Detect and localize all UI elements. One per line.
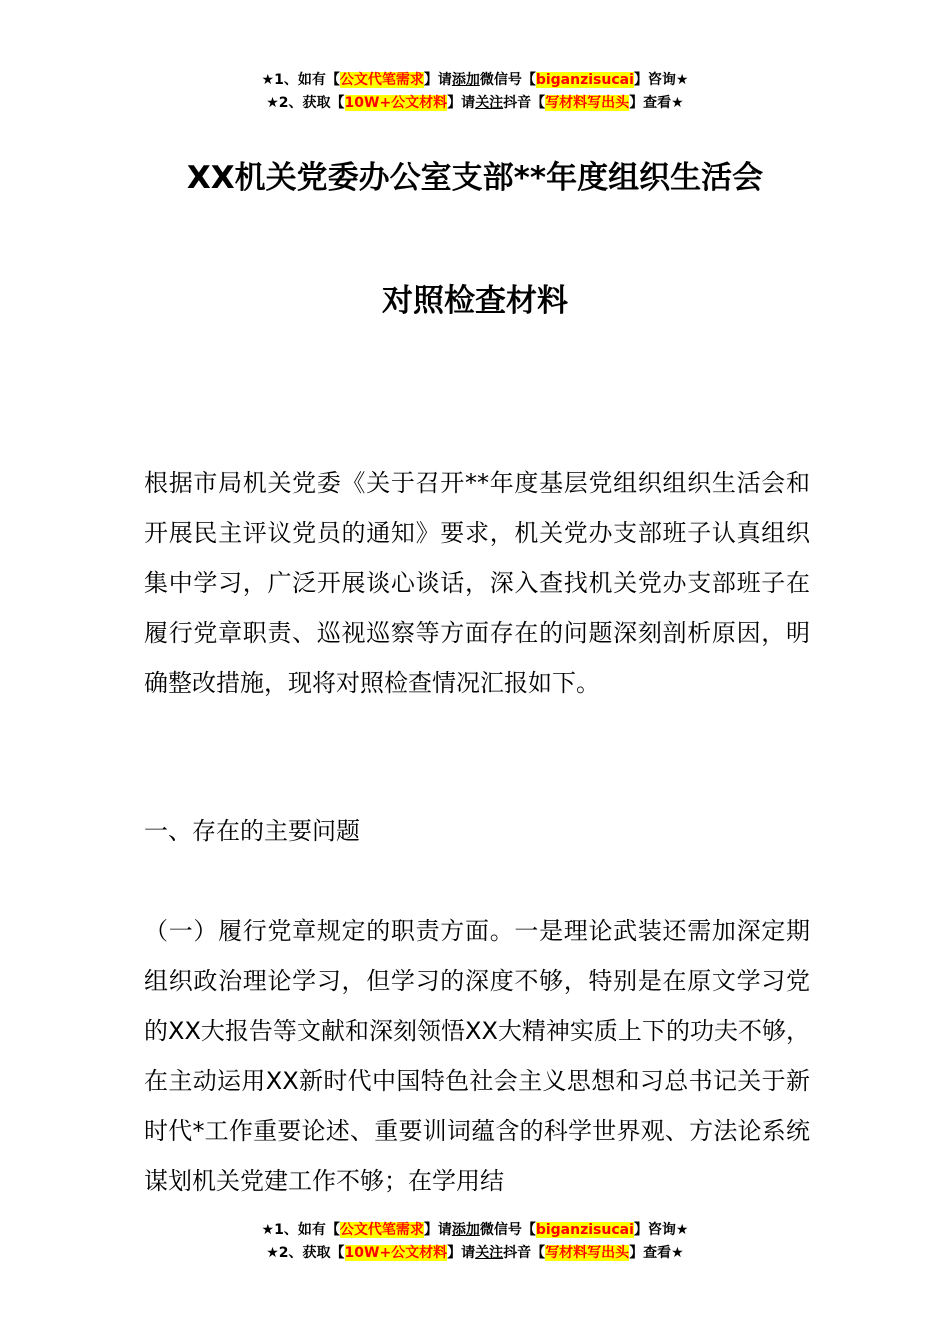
document-title-line-2: 对照检查材料	[382, 283, 568, 319]
banner-line-2: ★2、获取【10W+公文材料】请关注抖音【写材料写出头】查看★	[266, 95, 684, 111]
banner-line-1: ★1、如有【公文代笔需求】请添加微信号【biganzisucai】咨询★	[261, 1222, 689, 1238]
highlight-douyin: 写材料写出头	[545, 1245, 630, 1261]
highlight-materials: 10W+公文材料	[344, 95, 448, 111]
top-banner	[0, 69, 950, 115]
highlight-wechat-id: biganzisucai	[535, 1222, 634, 1238]
bottom-banner	[0, 1219, 950, 1265]
highlight-wechat-id: biganzisucai	[535, 72, 634, 88]
intro-paragraph: 根据市局机关党委《关于召开**年度基层党组织组织生活会和开展民主评议党员的通知》要求，机关党办支部班子认真组织集中学习，广泛开展谈心谈话，深入查找机关党办支部班子在履行党章职责、巡视巡察等方面存在的问题深刻剖析原因，明确整改措施，现将对照检查情况汇报如下。	[144, 469, 810, 697]
section-heading: 一、存在的主要问题	[144, 817, 360, 845]
highlight-service: 公文代笔需求	[339, 1222, 424, 1238]
document-title-line-1: XX机关党委办公室支部**年度组织生活会	[186, 160, 764, 196]
highlight-materials: 10W+公文材料	[344, 1245, 448, 1261]
banner-line-1: ★1、如有【公文代笔需求】请添加微信号【biganzisucai】咨询★	[261, 72, 689, 88]
section-one-paragraph: （一）履行党章规定的职责方面。一是理论武装还需加深定期组织政治理论学习，但学习的深度不够，特别是在原文学习党的XX大报告等文献和深刻领悟XX大精神实质上下的功夫不够，在主动运用XX新时代中国特色社会主义思想和习总书记关于新时代*工作重要论述、重要训词蕴含的科学世界观、方法论系统谋划机关党建工作不够；在学用结	[144, 917, 810, 1195]
banner-line-2: ★2、获取【10W+公文材料】请关注抖音【写材料写出头】查看★	[266, 1245, 684, 1261]
highlight-douyin: 写材料写出头	[545, 95, 630, 111]
highlight-service: 公文代笔需求	[339, 72, 424, 88]
